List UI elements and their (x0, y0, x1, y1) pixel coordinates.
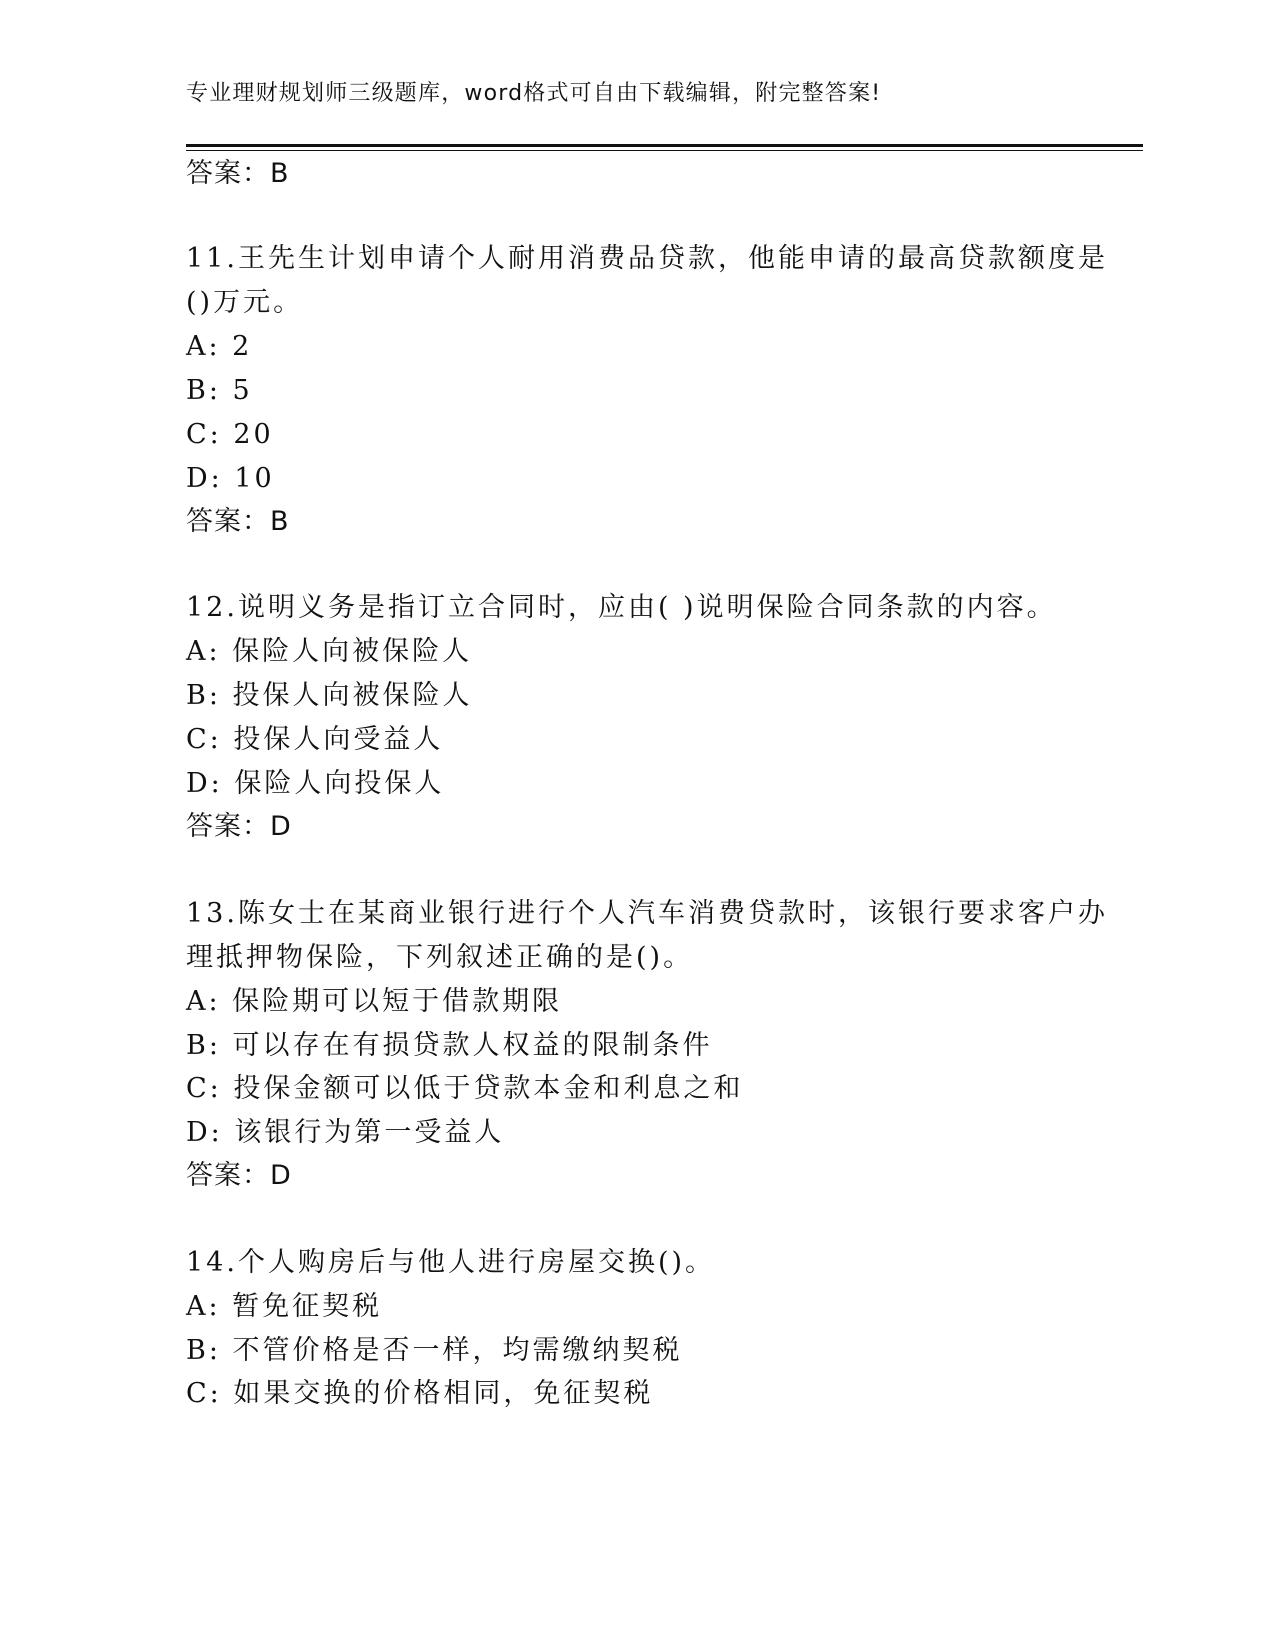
question-13-option-c: C: 投保金额可以低于贷款本金和利息之和 (186, 1073, 744, 1104)
question-13-option-b: B: 可以存在有损贷款人权益的限制条件 (186, 1030, 713, 1061)
question-11-stem-line-1: 11.王先生计划申请个人耐用消费品贷款，他能申请的最高贷款额度是 (186, 243, 1108, 274)
question-12-option-c: C: 投保人向受益人 (186, 724, 444, 755)
header-rule-thin (186, 150, 1143, 151)
question-13-answer: 答案：D (186, 1160, 292, 1191)
question-11-stem-line-2: ()万元。 (186, 287, 304, 318)
question-13-option-a: A: 保险期可以短于借款期限 (186, 986, 563, 1017)
question-14-option-c: C: 如果交换的价格相同，免征契税 (186, 1378, 654, 1409)
question-14-stem-line-1: 14.个人购房后与他人进行房屋交换()。 (186, 1247, 716, 1278)
question-12-option-b: B: 投保人向被保险人 (186, 680, 473, 711)
question-11-option-c: C: 20 (186, 419, 274, 450)
question-11-option-d: D: 10 (186, 463, 275, 494)
question-11-option-b: B: 5 (186, 375, 253, 406)
header-rule-thick (186, 144, 1143, 147)
question-12-option-a: A: 保险人向被保险人 (186, 636, 473, 667)
previous-answer: 答案：B (186, 158, 290, 189)
question-13-stem-line-2: 理抵押物保险，下列叙述正确的是()。 (186, 942, 694, 973)
question-11-option-a: A: 2 (186, 331, 253, 362)
page-header: 专业理财规划师三级题库，word格式可自由下载编辑，附完整答案! (186, 81, 882, 106)
question-14-option-a: A: 暂免征契税 (186, 1291, 383, 1322)
question-13-option-d: D: 该银行为第一受益人 (186, 1117, 505, 1148)
question-12-answer: 答案：D (186, 811, 292, 842)
question-11-answer: 答案：B (186, 506, 290, 537)
question-12-stem-line-1: 12.说明义务是指订立合同时，应由( )说明保险合同条款的内容。 (186, 592, 1057, 623)
question-14-option-b: B: 不管价格是否一样，均需缴纳契税 (186, 1335, 683, 1366)
question-13-stem-line-1: 13.陈女士在某商业银行进行个人汽车消费贷款时，该银行要求客户办 (186, 898, 1108, 929)
question-12-option-d: D: 保险人向投保人 (186, 768, 445, 799)
